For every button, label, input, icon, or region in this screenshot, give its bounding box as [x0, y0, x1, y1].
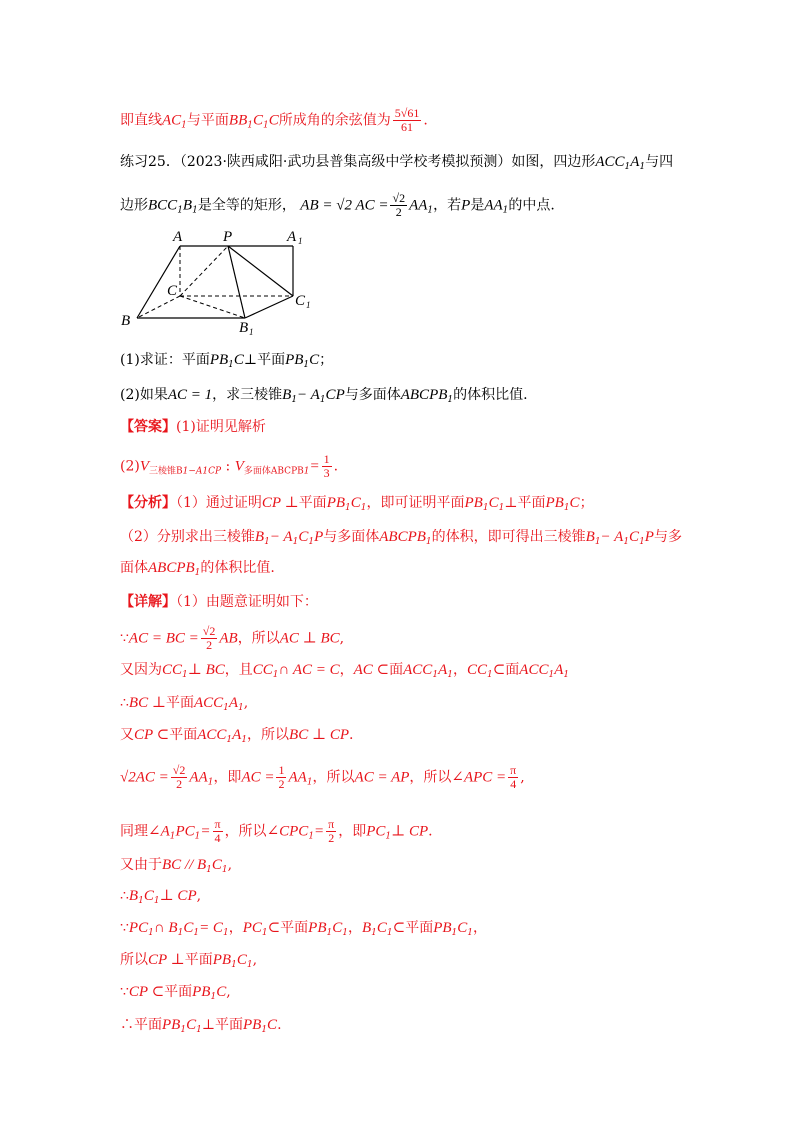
analysis-2: （2）分别求出三棱锥$B_1- A_1C_1P$与多面体$ABCPB_1$的体积，即可得出三棱锥$B_1- A_1C_1P$与多 — [120, 529, 682, 547]
question-2: (2)如果AC = 1，求三棱锥$B_1- A_1CP$与多面体$ABCPB_1$的体积比值. — [120, 387, 528, 405]
svg-text:1: 1 — [249, 327, 254, 337]
solution-step-5: √2AC = $\frac{√2}{2}$ $AA_1$，即AC = $\frac{1}{2}$ $AA_1$，所以AC = AP，所以∠APC = $\frac{\pi}{4}$ , — [120, 763, 525, 791]
label-b: B — [121, 313, 131, 329]
answer-line-cosine: 即直线$AC_1$与平面$BB_1C_1C$所成角的余弦值为 $\frac{5√61}{61}$ . — [120, 106, 428, 134]
exercise-condition: 边形$BCC_1B_1$是全等的矩形， AB = √2 AC = $\frac{√2}{2}$ $AA_1$，若P是$AA_1$的中点. — [120, 191, 555, 219]
svg-text:1: 1 — [306, 300, 311, 310]
solution-step-12: ∴平面$PB_1C_1\perp$平面$PB_1C$. — [120, 1017, 282, 1035]
label-a1: A — [287, 229, 297, 245]
solution-step-3: ∴BC ⊥平面$ACC_1A_1$, — [120, 695, 249, 713]
label-a: A — [173, 229, 183, 245]
edge-b1-c1 — [245, 296, 293, 318]
solution-step-2: 又因为$CC_1\perp$ BC，且$CC_1\cap$ AC = C，AC ⊂面$ACC_1A_1$，$CC_1\subset$面$ACC_1A_1$ — [120, 662, 570, 680]
solution-step-7: 又由于BC // $B_1C_1$, — [120, 857, 233, 875]
edge-c-p — [180, 246, 228, 296]
solution-header: 【详解】（1）由题意证明如下： — [120, 594, 318, 610]
prism-figure — [115, 228, 325, 338]
answer-2: $(2)V_{三棱锥B1-A1CP}$ : $V_{多面体ABCPB1}=$ $\frac{1}{3}$ . — [120, 452, 339, 480]
analysis-1: 【分析】（1）通过证明CP ⊥平面$PB_1C_1$，即可证明平面$PB_1C_1\perp$平面$PB_1C$； — [120, 495, 594, 513]
analysis-3: 面体$ABCPB_1$的体积比值. — [120, 560, 275, 578]
solution-step-8: $\therefore B_1C_1\perp$ CP, — [120, 888, 202, 906]
label-b1: B — [239, 320, 249, 336]
edge-c-b1 — [180, 296, 245, 318]
label-p: P — [223, 229, 233, 245]
answer-1: 【答案】(1)证明见解析 — [120, 419, 266, 435]
solution-step-11: ∵CP ⊂平面$PB_1C$, — [120, 984, 231, 1002]
label-c: C — [167, 283, 178, 299]
solution-step-6: 同理$\angle A_1PC_1=$ $\frac{\pi}{4}$ ，所以$\angle CPC_1=$ $\frac{\pi}{2}$ ，即$PC_1\perp$ CP. — [120, 817, 433, 845]
solution-step-9: $\because PC_1\cap$ $B_1C_1= C_1$，$PC_1\subset$平面$PB_1C_1$，$B_1C_1\subset$平面$PB_1C_1$， — [120, 920, 488, 938]
question-1: (1)求证：平面$PB_1C\perp$平面$PB_1C$； — [120, 352, 334, 370]
solution-step-4: 又CP ⊂平面$ACC_1A_1$，所以BC ⊥ CP. — [120, 727, 354, 745]
svg-text:1: 1 — [298, 236, 303, 246]
exercise-header: 练习25．（2023·陕西咸阳·武功县普集高级中学校考模拟预测）如图，四边形$ACC_1A_1$与四 — [120, 154, 674, 172]
solution-step-10: 所以CP ⊥平面$PB_1C_1$, — [120, 952, 258, 970]
solution-step-1: ∵AC = BC = $\frac{√2}{2}$ AB，所以AC ⊥ BC, — [120, 624, 345, 652]
label-c1: C — [295, 293, 306, 309]
